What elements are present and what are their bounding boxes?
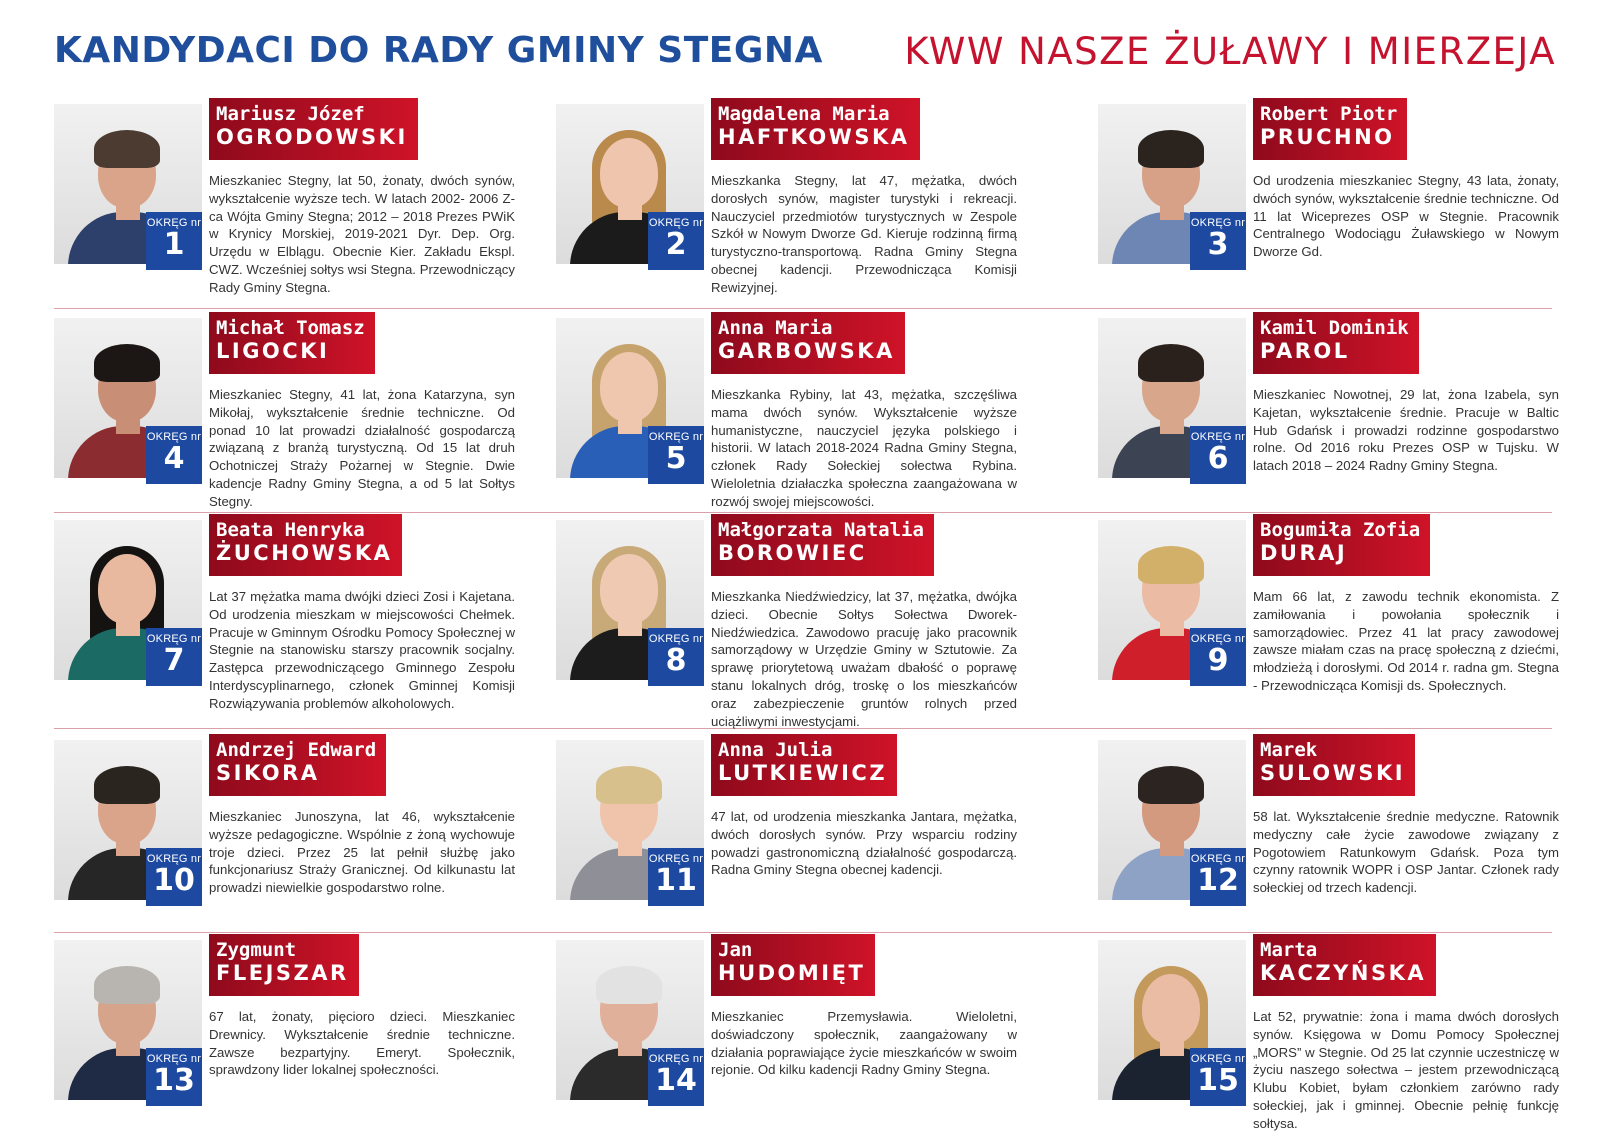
district-label: OKRĘG nr <box>146 853 202 865</box>
district-badge <box>146 628 202 686</box>
row-divider <box>54 308 1552 309</box>
district-label: OKRĘG nr <box>1190 431 1246 443</box>
district-label: OKRĘG nr <box>146 431 202 443</box>
candidate-card <box>1098 740 1598 940</box>
candidate-name-box <box>711 734 897 796</box>
candidate-last-name: GARBOWSKA <box>718 339 895 363</box>
district-badge <box>146 1048 202 1106</box>
candidate-card <box>54 318 554 518</box>
district-number: 5 <box>665 441 687 476</box>
candidate-bio: Mieszkaniec Junoszyna, lat 46, wykształcenie wyższe pedagogiczne. Wspólnie z żoną wychowuje troje dzieci. Przez 25 lat pełnił służbę jako funkcjonariusz Straży Granicznej. Od kilkunastu lat prowadzi niewielkie gospodarstwo rolne. <box>209 809 515 896</box>
candidate-card <box>556 940 1056 1140</box>
district-label: OKRĘG nr <box>648 1053 704 1065</box>
district-badge <box>648 212 704 270</box>
candidate-first-name: Andrzej Edward <box>216 739 377 761</box>
candidate-bio: 47 lat, od urodzenia mieszkanka Jantara, mężatka, dwóch dorosłych synów. Przy wsparciu rodziny powadzi gastronomiczną działalność gospodarczą. Radna Gminy Stegna obecnej kadencji. <box>711 809 1017 878</box>
district-number: 8 <box>665 643 687 678</box>
candidate-last-name: PAROL <box>1260 339 1350 363</box>
candidate-first-name: Michał Tomasz <box>216 317 365 339</box>
district-number: 2 <box>665 227 687 262</box>
candidate-first-name: Jan <box>718 939 753 961</box>
candidate-first-name: Robert Piotr <box>1260 103 1398 125</box>
district-badge <box>648 628 704 686</box>
candidate-first-name: Marta <box>1260 939 1318 961</box>
candidate-name-box <box>209 98 418 160</box>
district-number: 4 <box>163 441 185 476</box>
candidate-name-box <box>209 934 359 996</box>
district-badge <box>1190 1048 1246 1106</box>
candidate-last-name: KACZYŃSKA <box>1260 961 1427 985</box>
district-label: OKRĘG nr <box>1190 633 1246 645</box>
candidate-first-name: Marek <box>1260 739 1318 761</box>
district-badge <box>1190 848 1246 906</box>
candidate-bio: Mam 66 lat, z zawodu technik ekonomista. Z zamiłowania i powołania społecznik i samorządowiec. Przez 41 lat pracy zawodowej zawsze miałam czas na pracę społeczną z dziećmi, młodzieżą i dorosłymi. Od 2014 r. radna gm. Stegna - Przewodnicząca Komisji ds. Społecznych. <box>1253 589 1559 693</box>
district-badge <box>648 1048 704 1106</box>
district-label: OKRĘG nr <box>648 633 704 645</box>
candidate-first-name: Mariusz Józef <box>216 103 365 125</box>
candidate-bio: Mieszkaniec Stegny, lat 50, żonaty, dwóch synów, wykształcenie wyższe tech. W latach 2002- 2006 Z-ca Wójta Gminy Stegna; 2012 – 2018 Prezes PWiK w Krynicy Morskiej, 2019-2021 Dyr. Dep. Org. Urzędu w Elblągu. Obecnie Kier. Zakładu Ekspl. CWZ. Wcześniej sołtys wsi Stegna. Przewodniczący Rady Gminy Stegna. <box>209 173 515 295</box>
candidate-last-name: HUDOMIĘT <box>718 961 866 985</box>
district-badge <box>1190 212 1246 270</box>
candidate-first-name: Anna Julia <box>718 739 833 761</box>
candidate-first-name: Anna Maria <box>718 317 833 339</box>
candidate-name-box <box>711 514 934 576</box>
candidate-name-box <box>1253 934 1436 996</box>
candidate-first-name: Małgorzata Natalia <box>718 519 924 541</box>
candidate-card <box>1098 520 1598 720</box>
district-badge <box>146 212 202 270</box>
page-title: KANDYDACI DO RADY GMINY STEGNA <box>54 30 823 71</box>
candidate-last-name: LIGOCKI <box>216 339 330 363</box>
candidate-bio: Mieszkanka Stegny, lat 47, mężatka, dwóch dorosłych synów, magister turystyki i rekreacji. Nauczyciel przedmiotów turystycznych w Zespole Szkół w Nowym Dworze Gd. Kieruje rodzinną firmą turystyczno-transportową. Radna Gminy Stegna obecnej kadencji. Przewodnicząca Komisji Rewizyjnej. <box>711 173 1017 295</box>
candidate-first-name: Bogumiła Zofia <box>1260 519 1421 541</box>
candidate-bio: Mieszkaniec Stegny, 41 lat, żona Katarzyna, syn Mikołaj, wykształcenie średnie techniczne. Od ponad 10 lat prowadzi działalność gospodarczą związaną z branżą turystyczną. Od 15 lat druh Ochotniczej Straży Pożarnej w Stegnie. Dwie kadencje Radny Gminy Stegna, a od 5 lat Sołtys Stegny. <box>209 387 515 509</box>
district-badge <box>1190 426 1246 484</box>
candidate-name-box <box>711 934 875 996</box>
candidate-card <box>1098 104 1598 304</box>
candidate-last-name: ŻUCHOWSKA <box>216 541 393 565</box>
district-badge <box>146 848 202 906</box>
candidate-name-box <box>1253 514 1430 576</box>
candidate-card <box>54 104 554 304</box>
candidate-name-box <box>209 312 375 374</box>
candidate-card <box>1098 940 1598 1140</box>
district-badge <box>648 848 704 906</box>
candidate-card <box>556 104 1056 304</box>
candidate-first-name: Beata Henryka <box>216 519 365 541</box>
candidate-card <box>54 940 554 1140</box>
district-number: 3 <box>1207 227 1229 262</box>
candidate-first-name: Zygmunt <box>216 939 297 961</box>
candidate-bio: Lat 52, prywatnie: żona i mama dwóch dorosłych synów. Księgowa w Domu Pomocy Społecznej „MORS” w Stegnie. Od 25 lat czynnie uczestniczę w życiu naszego sołectwa – jestem przewodniczącą Klubu Kobiet, byłam członkiem zarówno rady sołeckiej, jak i gminnej. Obecnie pełnię funkcję sołtysa. <box>1253 1009 1559 1131</box>
candidate-last-name: DURAJ <box>1260 541 1348 565</box>
district-number: 9 <box>1207 643 1229 678</box>
candidate-bio: Mieszkaniec Przemysławia. Wieloletni, doświadczony społecznik, zaangażowany w działania poprawiające życie mieszkańców w swoim rejonie. Od kilku kadencji Radny Gminy Stegna. <box>711 1009 1017 1078</box>
candidate-last-name: PRUCHNO <box>1260 125 1395 149</box>
district-number: 7 <box>163 643 185 678</box>
candidate-bio: Mieszkanka Niedźwiedzicy, lat 37, mężatka, dwójka dzieci. Obecnie Sołtys Sołectwa Dworek-Niedźwiedzica. Zawodowo pracuję jako pracownik samorządowy w Urzędzie Gminy w Sztutowie. Za sprawę priorytetową uważam dbałość o poprawę stanu lokalnych dróg, troskę o los mieszkańców oraz zabezpieczenie gruntów rolnych przed uciążliwymi inwestycjami. <box>711 589 1017 729</box>
district-badge <box>146 426 202 484</box>
district-label: OKRĘG nr <box>648 217 704 229</box>
candidate-last-name: OGRODOWSKI <box>216 125 408 149</box>
candidate-bio: 67 lat, żonaty, pięcioro dzieci. Mieszkaniec Drewnicy. Wykształcenie średnie techniczne. Zawsze bezpartyjny. Emeryt. Społecznik, sprawdzony lider lokalnej społeczności. <box>209 1009 515 1078</box>
candidate-name-box <box>1253 734 1415 796</box>
district-number: 12 <box>1197 863 1239 898</box>
candidate-bio: Od urodzenia mieszkaniec Stegny, 43 lata, żonaty, dwóch synów, wykształcenie średnie techniczne. Od 11 lat Wiceprezes OSP w Stegnie. Pracownik Centralnego Wodociągu Żuławskiego w Nowym Dworze Gd. <box>1253 173 1559 260</box>
district-number: 15 <box>1197 1063 1239 1098</box>
candidate-name-box <box>209 734 386 796</box>
candidate-last-name: HAFTKOWSKA <box>718 125 910 149</box>
candidate-last-name: LUTKIEWICZ <box>718 761 888 785</box>
district-label: OKRĘG nr <box>1190 217 1246 229</box>
committee-title: KWW NASZE ŻUŁAWY I MIERZEJA <box>904 30 1556 73</box>
district-badge <box>1190 628 1246 686</box>
candidate-card <box>1098 318 1598 518</box>
candidate-bio: 58 lat. Wykształcenie średnie medyczne. Ratownik medyczny całe życie zawodowe związany z Pogotowiem Ratunkowym Gdańsk. Poza tym czynny ratownik WOPR i OSP Jantar. Członek rady sołeckiej od trzech kadencji. <box>1253 809 1559 896</box>
candidate-first-name: Magdalena Maria <box>718 103 890 125</box>
district-label: OKRĘG nr <box>648 431 704 443</box>
district-label: OKRĘG nr <box>146 1053 202 1065</box>
district-number: 14 <box>655 1063 697 1098</box>
district-number: 6 <box>1207 441 1229 476</box>
candidate-card <box>54 740 554 940</box>
candidate-last-name: SULOWSKI <box>1260 761 1406 785</box>
candidate-last-name: FLEJSZAR <box>216 961 349 985</box>
district-number: 1 <box>163 227 185 262</box>
district-number: 13 <box>153 1063 195 1098</box>
district-badge <box>648 426 704 484</box>
district-label: OKRĘG nr <box>1190 1053 1246 1065</box>
candidate-name-box <box>209 514 402 576</box>
candidate-bio: Mieszkaniec Nowotnej, 29 lat, żona Izabela, syn Kajetan, wykształcenie średnie. Pracuje w Baltic Hub Gdańsk i prowadzi rodzinne gospodarstwo rolne. Od 2016 roku Prezes OSP w Tujsku. W latach 2018 – 2024 Radny Gminy Stegna. <box>1253 387 1559 474</box>
district-label: OKRĘG nr <box>1190 853 1246 865</box>
candidate-card <box>556 740 1056 940</box>
district-number: 10 <box>153 863 195 898</box>
candidate-card <box>556 318 1056 518</box>
candidate-bio: Lat 37 mężatka mama dwójki dzieci Zosi i Kajetana. Od urodzenia mieszkam w miejscowości Chełmek. Pracuje w Gminnym Ośrodku Pomocy Społecznej w Stegnie na stanowisku starszy pracownik socjalny. Zastępca przewodniczącego Gminnego Zespołu Interdyscyplinarnego, członek Gminnej Komisji Rozwiązywania problemów alkoholowych. <box>209 589 515 711</box>
district-label: OKRĘG nr <box>648 853 704 865</box>
candidate-name-box <box>1253 98 1407 160</box>
candidate-bio: Mieszkanka Rybiny, lat 43, mężatka, szczęśliwa mama dwóch synów. Wykształcenie wyższe humanistyczne, nauczyciel języka polskiego i historii. W latach 2018-2024 Radna Gminy Stegna, członek Rady Sołeckiej sołectwa Rybina. Wieloletnia działaczka społeczna zaangażowana w rozwój swojej miejscowości. <box>711 387 1017 509</box>
district-label: OKRĘG nr <box>146 633 202 645</box>
candidate-card <box>556 519 1056 729</box>
candidate-card <box>54 520 554 720</box>
district-number: 11 <box>655 863 697 898</box>
candidate-name-box <box>711 312 905 374</box>
candidate-first-name: Kamil Dominik <box>1260 317 1409 339</box>
candidate-name-box <box>1253 312 1419 374</box>
candidate-name-box <box>711 98 920 160</box>
district-label: OKRĘG nr <box>146 217 202 229</box>
candidate-last-name: SIKORA <box>216 761 320 785</box>
candidate-last-name: BOROWIEC <box>718 541 867 565</box>
